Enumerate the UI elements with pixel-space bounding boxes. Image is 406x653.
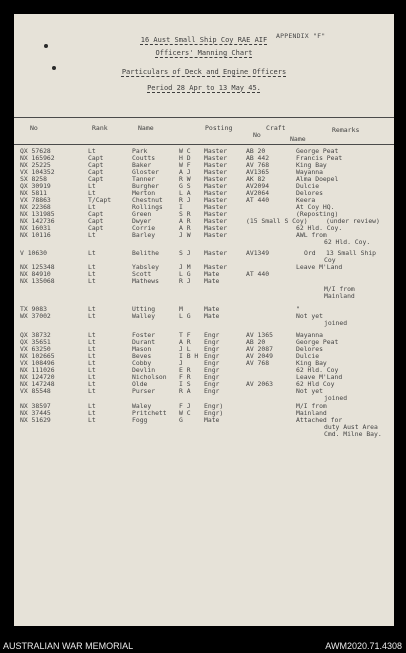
row-posting: Mate [204, 416, 220, 424]
row-number: NX 131985 [20, 210, 55, 218]
row-rank: Lt [88, 203, 96, 211]
row-surname: Durant [132, 338, 156, 346]
row-surname: Corrie [132, 224, 156, 232]
row-rank: Lt [88, 331, 96, 339]
row-rank: Lt [88, 345, 96, 353]
row-initials: J [179, 359, 183, 367]
row-craft-no: AV 2063 [246, 380, 273, 388]
row-initials: S R [179, 210, 191, 218]
row-rank: Lt [88, 387, 96, 395]
row-initials: J W [179, 231, 191, 239]
row-craft-no: AV2064 [246, 189, 270, 197]
row-surname: Coutts [132, 154, 156, 162]
row-surname: Barley [132, 231, 156, 239]
row-posting: Master [204, 231, 228, 239]
row-posting: Engr [204, 387, 220, 395]
row-posting: Master [204, 182, 228, 190]
row-surname: Tanner [132, 175, 156, 183]
row-rank: Capt [88, 161, 104, 169]
row-remarks: King Bay [296, 161, 327, 169]
row-initials: S J [179, 249, 191, 257]
row-posting: Engr [204, 380, 220, 388]
row-initials: I [179, 203, 183, 211]
row-posting: Master [204, 168, 228, 176]
row-remarks: Mainland [324, 292, 355, 300]
footer-accession: AWM2020.71.4308 [325, 641, 402, 651]
row-rank: Lt [88, 147, 96, 155]
row-craft-no: AV 1365 [246, 331, 273, 339]
row-surname: Devlin [132, 366, 156, 374]
row-number: NX 102665 [20, 352, 55, 360]
row-craft-no: AV 768 [246, 359, 270, 367]
row-remarks: 62 Hld Coy [296, 380, 335, 388]
row-remarks: At Coy HQ. [296, 203, 335, 211]
row-surname: Cobby [132, 359, 152, 367]
row-posting: Master [204, 154, 228, 162]
row-posting: Mate [204, 270, 220, 278]
row-remarks: George Peat [296, 147, 339, 155]
row-posting: Engr) [204, 402, 224, 410]
row-number: VX 104352 [20, 168, 55, 176]
row-rank: Capt [88, 210, 104, 218]
row-remarks: Cmd. Milne Bay. [324, 430, 382, 438]
row-initials: A R [179, 224, 191, 232]
row-number: QX 57628 [20, 147, 51, 155]
row-remarks: joined [324, 394, 348, 402]
row-remarks: AWL from [296, 231, 327, 239]
row-surname: Burgher [132, 182, 159, 190]
row-surname: Pritchett [132, 409, 167, 417]
row-surname: Green [132, 210, 152, 218]
row-posting: Engr) [204, 409, 224, 417]
row-posting: Master [204, 196, 228, 204]
row-number: QX 30919 [20, 182, 51, 190]
row-surname: Utting [132, 305, 156, 313]
title-particulars: Particulars of Deck and Engine Officers [121, 68, 287, 76]
row-rank: Capt [88, 224, 104, 232]
title-period: Period 28 Apr to 13 May 45. [147, 84, 261, 92]
row-remarks: Francis Peat [296, 154, 343, 162]
title-chart: Officers' Manning Chart [155, 49, 253, 57]
row-number: QX 35651 [20, 338, 51, 346]
row-rank: Lt [88, 305, 96, 313]
row-remarks: (Reposting) [296, 210, 339, 218]
row-remarks: Delores [296, 189, 323, 197]
row-remarks: Alma Doepel [296, 175, 339, 183]
row-initials: L G [179, 270, 191, 278]
row-initials: W C [179, 409, 191, 417]
row-surname: Yabsley [132, 263, 159, 271]
row-initials: F J [179, 402, 191, 410]
row-remarks: Wayanna [296, 331, 323, 339]
row-rank: Capt [88, 175, 104, 183]
row-surname: Baker [132, 161, 152, 169]
row-remarks: Dulcie [296, 182, 320, 190]
row-posting: Engr [204, 345, 220, 353]
row-number: TX 9083 [20, 305, 47, 313]
row-initials: W C [179, 147, 191, 155]
row-number: WX 37002 [20, 312, 51, 320]
row-craft-no: (15 Small S Coy) [246, 217, 308, 225]
row-number: NX 142736 [20, 217, 55, 225]
row-rank: Capt [88, 168, 104, 176]
row-number: SX 8258 [20, 175, 47, 183]
row-craft-no: AK 82 [246, 175, 266, 183]
row-rank: Lt [88, 270, 96, 278]
row-initials: W F [179, 161, 191, 169]
row-rank: Lt [88, 263, 96, 271]
row-number: NX 37445 [20, 409, 51, 417]
row-remarks: King Bay [296, 359, 327, 367]
row-initials: I S [179, 380, 191, 388]
row-surname: Park [132, 147, 148, 155]
row-initials: G S [179, 182, 191, 190]
row-number: NX 84910 [20, 270, 51, 278]
row-posting: Master [204, 161, 228, 169]
row-initials: M [179, 305, 183, 313]
row-rank: Lt [88, 352, 96, 360]
row-craft-no: AV2094 [246, 182, 270, 190]
row-surname: Merton [132, 189, 156, 197]
row-rank: T/Capt [88, 196, 112, 204]
row-initials: E R [179, 366, 191, 374]
row-remarks: Coy [324, 256, 336, 264]
row-remarks: " [296, 305, 300, 313]
row-rank: Lt [88, 249, 96, 257]
row-remarks: Dulcie [296, 352, 320, 360]
row-initials: J L [179, 345, 191, 353]
row-remarks: Mainland [296, 409, 327, 417]
row-remarks: M/I from [296, 402, 327, 410]
row-craft-no: AT 440 [246, 196, 270, 204]
row-surname: Walley [132, 312, 156, 320]
row-craft-no: AB 20 [246, 338, 266, 346]
row-rank: Lt [88, 338, 96, 346]
row-surname: Nicholson [132, 373, 167, 381]
col-header-remarks: Remarks [332, 126, 360, 134]
row-surname: Scott [132, 270, 152, 278]
row-number: NX 38597 [20, 402, 51, 410]
row-posting: Master [204, 210, 228, 218]
row-rank: Lt [88, 366, 96, 374]
row-remarks: 13 Small Ship [326, 249, 377, 257]
row-posting: Mate [204, 305, 220, 313]
row-initials: A J [179, 168, 191, 176]
row-posting: Mate [204, 277, 220, 285]
col-header-craft: Craft [266, 124, 286, 132]
row-surname: Mason [132, 345, 152, 353]
row-surname: Belithe [132, 249, 159, 257]
row-rank: Lt [88, 312, 96, 320]
col-header-posting: Posting [205, 124, 233, 132]
row-craft-no: AB 20 [246, 147, 266, 155]
row-remarks: M/I from [324, 285, 355, 293]
row-craft-no: AB 442 [246, 154, 270, 162]
row-rank: Lt [88, 277, 96, 285]
row-initials: J M [179, 263, 191, 271]
row-surname: Fogg [132, 416, 148, 424]
row-initials: A R [179, 338, 191, 346]
footer-bar [0, 626, 406, 653]
row-number: NX 111026 [20, 366, 55, 374]
row-posting: Mate [204, 312, 220, 320]
row-rank: Lt [88, 231, 96, 239]
row-surname: Olde [132, 380, 148, 388]
row-remarks: Not yet [296, 312, 323, 320]
row-number: V 10630 [20, 249, 47, 257]
row-remarks: Attached for [296, 416, 343, 424]
row-number: NX 10116 [20, 231, 51, 239]
row-initials: G [179, 416, 183, 424]
row-number: NX 22368 [20, 203, 51, 211]
row-posting: Engr [204, 359, 220, 367]
row-initials: A R [179, 217, 191, 225]
row-number: NX 165962 [20, 154, 55, 162]
row-initials: L A [179, 189, 191, 197]
row-number: NX 124720 [20, 373, 55, 381]
row-posting: Engr [204, 366, 220, 374]
row-number: QX 38732 [20, 331, 51, 339]
row-remarks: (under review) [326, 217, 380, 225]
row-initials: R J [179, 277, 191, 285]
row-remarks: George Peat [296, 338, 339, 346]
row-rank: Lt [88, 380, 96, 388]
row-posting: Master [204, 263, 228, 271]
row-posting: Master [204, 175, 228, 183]
row-craft-no: AV 2087 [246, 345, 273, 353]
row-remarks: 62 Hld. Coy [296, 366, 339, 374]
row-number: NX 25225 [20, 161, 51, 169]
row-rank: Lt [88, 359, 96, 367]
col-header-no: No [30, 124, 38, 132]
row-remarks: Leave M'Land [296, 263, 343, 271]
manning-table [14, 14, 394, 626]
row-rank: Lt [88, 182, 96, 190]
row-rank: Capt [88, 154, 104, 162]
row-initials: F R [179, 373, 191, 381]
row-number: NX 135068 [20, 277, 55, 285]
row-posting: Engr [204, 331, 220, 339]
row-surname: Chestnut [132, 196, 163, 204]
col-header-craft-name: Name [290, 135, 306, 143]
row-remarks: joined [324, 319, 348, 327]
row-rank: Lt [88, 373, 96, 381]
row-initials: H D [179, 154, 191, 162]
col-header-name: Name [138, 124, 154, 132]
row-remarks: Keera [296, 196, 316, 204]
row-number: NX 125348 [20, 263, 55, 271]
row-surname: Purser [132, 387, 156, 395]
row-posting: Master [204, 249, 228, 257]
document-page [14, 14, 394, 626]
row-surname: Dwyer [132, 217, 152, 225]
row-posting: Master [204, 217, 228, 225]
row-surname: Rollings [132, 203, 163, 211]
row-initials: T F [179, 331, 191, 339]
row-initials: L G [179, 312, 191, 320]
row-initials: R W [179, 175, 191, 183]
row-craft-no: AV1365 [246, 168, 270, 176]
row-number: VX 85548 [20, 387, 51, 395]
row-posting: Master [204, 147, 228, 155]
row-surname: Foster [132, 331, 156, 339]
row-initials: I B H [179, 352, 199, 360]
row-rank: Lt [88, 189, 96, 197]
row-remarks: Wayanna [296, 168, 323, 176]
row-posting: Engr [204, 338, 220, 346]
row-craft-no: AT 440 [246, 270, 270, 278]
col-header-craft-no: No [253, 131, 261, 139]
row-remarks: 62 Hld. Coy. [296, 224, 343, 232]
row-number: NX 51629 [20, 416, 51, 424]
footer-institution: AUSTRALIAN WAR MEMORIAL [3, 641, 134, 651]
row-remarks: 62 Hld. Coy. [324, 238, 371, 246]
row-surname: Mathews [132, 277, 159, 285]
row-craft-name: Ord [304, 249, 316, 257]
row-surname: Waley [132, 402, 152, 410]
row-posting: Master [204, 203, 228, 211]
row-craft-no: AV 2049 [246, 352, 273, 360]
row-number: NX 5811 [20, 189, 47, 197]
row-number: VX 78863 [20, 196, 51, 204]
row-craft-no: AV1349 [246, 249, 270, 257]
row-craft-no: AV 768 [246, 161, 270, 169]
row-posting: Master [204, 224, 228, 232]
row-number: VX 63250 [20, 345, 51, 353]
row-posting: Engr [204, 373, 220, 381]
row-number: NX 147248 [20, 380, 55, 388]
row-remarks: duty Aust Area [324, 423, 378, 431]
appendix-label: APPENDIX "F" [276, 32, 326, 40]
row-surname: Gloster [132, 168, 159, 176]
row-rank: Lt [88, 402, 96, 410]
row-remarks: Leave M'Land [296, 373, 343, 381]
row-remarks: Delores [296, 345, 323, 353]
row-initials: R J [179, 196, 191, 204]
row-surname: Beves [132, 352, 152, 360]
col-header-rank: Rank [92, 124, 108, 132]
row-rank: Lt [88, 409, 96, 417]
row-remarks: Not yet [296, 387, 323, 395]
row-initials: R A [179, 387, 191, 395]
row-rank: Lt [88, 416, 96, 424]
row-rank: Capt [88, 217, 104, 225]
row-posting: Master [204, 189, 228, 197]
row-number: VX 108496 [20, 359, 55, 367]
row-posting: Engr [204, 352, 220, 360]
title-unit: 16 Aust Small Ship Coy RAE AIF [140, 36, 268, 44]
row-number: NX 16031 [20, 224, 51, 232]
